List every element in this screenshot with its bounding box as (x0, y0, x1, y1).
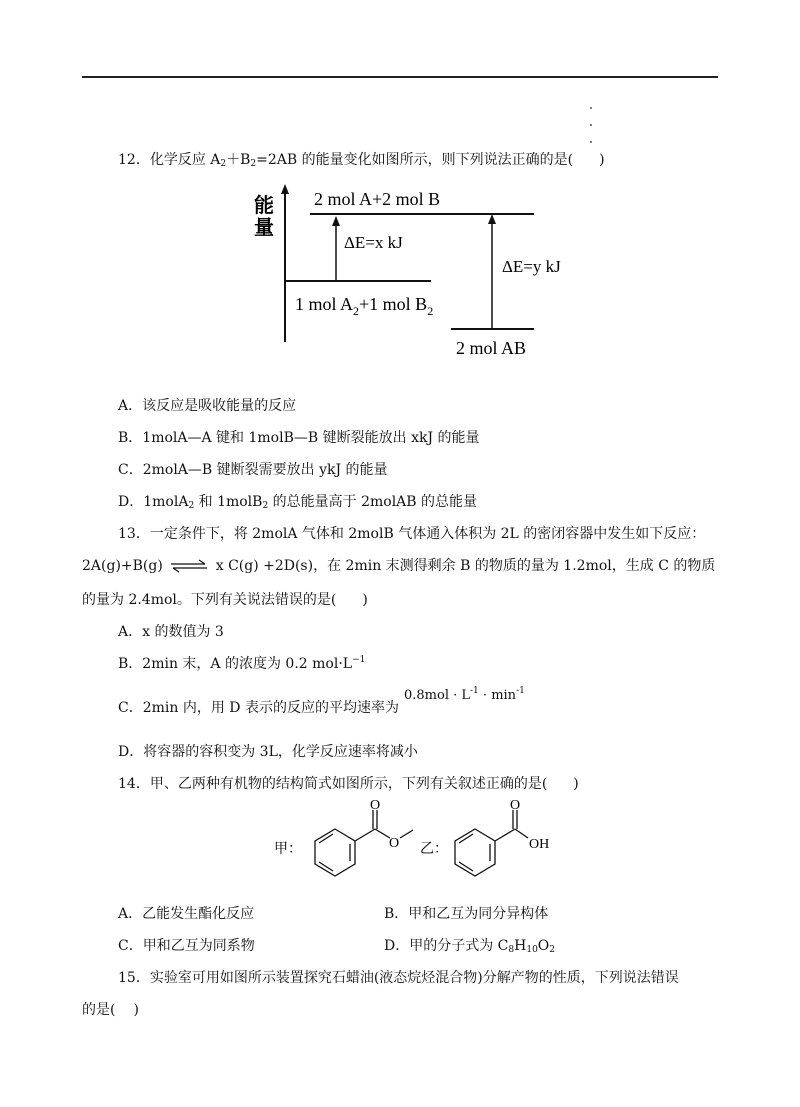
mid-level-label: 1 mol $A_2+1$ mol $B_2$ (295, 294, 434, 318)
header-rule (82, 76, 718, 78)
energy-diagram (250, 182, 561, 362)
q14-option-a: A．乙能发生酯化反应 (118, 906, 255, 922)
axis-label-1: 能 (254, 193, 274, 217)
delta-x-label: ΔE=x kJ (344, 233, 403, 252)
q13-option-b: B．2min 末，A 的浓度为 0.2 $mol\cdot L^{-1}$ (118, 655, 366, 672)
q13-stem-line1: 13．一定条件下，将 2molA 气体和 2molB 气体通入体积为 2L 的密闭容器中发生如下反应： (118, 526, 706, 542)
carbonyl-o-jia: O (370, 798, 381, 813)
q13-option-c: C．2min 内，用 D 表示的反应的平均速率为 (118, 700, 399, 716)
q12-option-b: B．1molA—A 键和 1molB—B 键断裂能放出 xkJ 的能量 (118, 430, 480, 446)
q14-option-b: B．甲和乙互为同分异构体 (384, 906, 549, 922)
q13-option-a: A．x 的数值为 3 (118, 624, 224, 640)
delta-x-arrowhead (332, 216, 340, 226)
q14-stem: 14．甲、乙两种有机物的结构简式如图所示，下列有关叙述正确的是( ) (118, 776, 579, 792)
label-yi: 乙： (420, 842, 448, 857)
reversible-arrow-icon (167, 559, 211, 573)
carbonyl-o-yi: O (510, 798, 521, 813)
ester-o-jia: O (389, 836, 400, 851)
top-level-label: 2 mol A+2 mol B (314, 189, 441, 209)
q13-rate-expression: $0.8mol \cdot L^{-1} \cdot \min^{-1}$ (404, 686, 525, 703)
q14-option-c: C．甲和乙互为同系物 (118, 938, 255, 954)
q14-option-d: D．甲的分子式为 $C_8H_{10}O_2$ (384, 938, 556, 955)
bottom-level-label: 2 mol AB (456, 338, 527, 358)
delta-y-label: ΔE=y kJ (502, 257, 561, 276)
axis-label-2: 量 (254, 215, 274, 239)
q15-stem-line2: 的是( ) (82, 1002, 139, 1018)
scan-dot (590, 124, 592, 126)
q15-stem-line1: 15．实验室可用如图所示装置探究石蜡油(液态烷烃混合物)分解产物的性质，下列说法错误 (118, 970, 679, 986)
hydroxyl-yi: OH (529, 837, 550, 852)
q13-stem-line3: 的量为 2.4mol。下列有关说法错误的是( ) (82, 592, 368, 608)
q12-option-a: A．该反应是吸收能量的反应 (118, 398, 297, 414)
label-jia: 甲： (274, 842, 302, 857)
delta-y-arrowhead (488, 214, 496, 224)
benzoic-acid-structure (455, 810, 528, 876)
q13-stem-line2: 2A(g)+B(g) x C(g) +2D(s)，在 2min 末测得剩余 B 的物质的量为 1.2mol，生成 C 的物质 (82, 558, 716, 574)
q12-option-c: C．2molA—B 键断裂需要放出 ykJ 的能量 (118, 462, 388, 478)
scan-dot (590, 141, 592, 143)
q12-option-d: D．1molA$_2$ 和 1molB$_2$ 的总能量高于 2molAB 的总能量 (118, 494, 478, 511)
structures-figure (270, 798, 570, 888)
q13-option-d: D．将容器的容积变为 3L，化学反应速率将减小 (118, 744, 418, 760)
scan-dot (590, 107, 592, 109)
q12-stem: 12．化学反应 $A_2+B_2=2AB$ 的能量变化如图所示，则下列说法正确的是( ) (118, 152, 605, 169)
axis-arrowhead (281, 184, 289, 194)
